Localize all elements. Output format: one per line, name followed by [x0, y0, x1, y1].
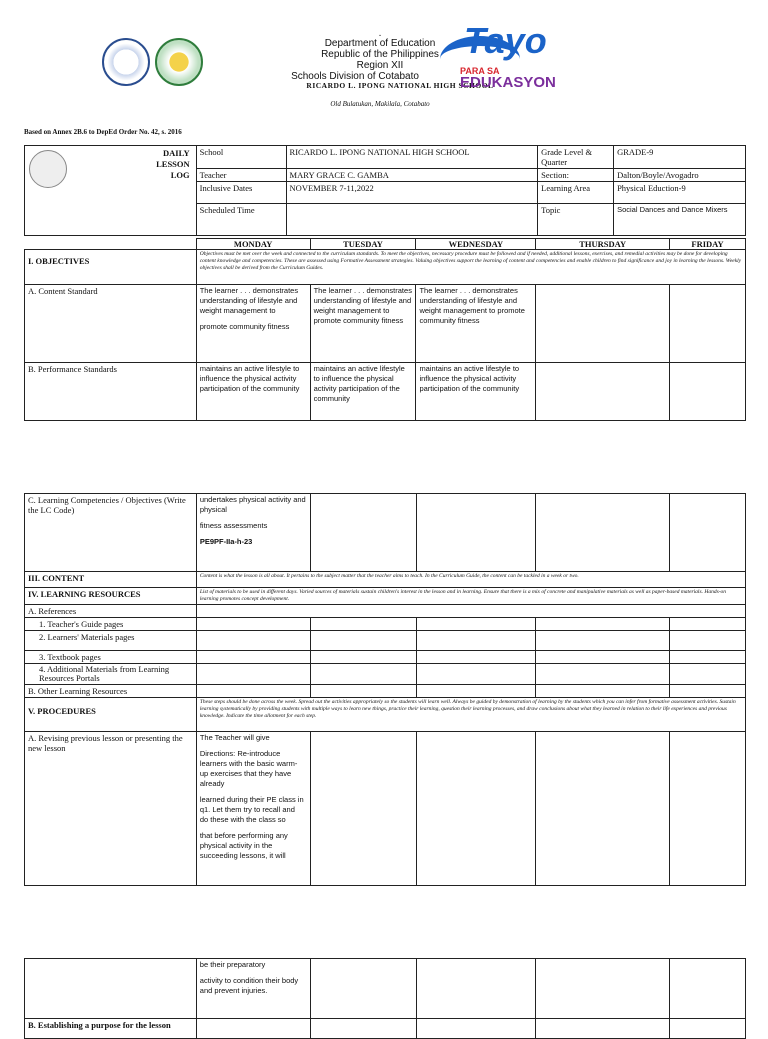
logo-edukasyon-text: EDUKASYON: [460, 74, 556, 91]
dll-title: DAILY LESSON LOG: [156, 148, 190, 180]
competencies-mon: undertakes physical activity and physical fitness assessments PE9PF-IIa-h-23: [196, 494, 310, 572]
tb-mon: [196, 651, 310, 664]
additional-label: 4. Additional Materials from Learning Resources Portals: [25, 664, 197, 685]
proc-a-tue: [310, 732, 416, 886]
objectives-note: Objectives must be met over the week and connected to the curriculum standards. To meet the objectives, necessary procedure must be followed and if needed, additional lessons, exercises, and remedial activities may be done for developing content knowledge and competencies. These are assessed using Formative Assessment strategies. Valuing objectives support the learning of content and competencies and enable children to find significance and joy in learning the lessons. Weekly objectives shall be derived from the Curriculum Guides.: [196, 250, 745, 285]
grade-label: Grade Level & Quarter: [538, 146, 614, 169]
content-standard-mon: The learner . . . demonstrates understanding of lifestyle and weight management to promote community fitness: [196, 285, 310, 363]
content-standard-label: A. Content Standard: [25, 285, 197, 363]
tg-tue: [310, 618, 416, 631]
lm-mon: [196, 631, 310, 651]
proc-a-cont-label: [25, 959, 197, 1019]
references-label: A. References: [25, 605, 197, 618]
proc-a-thu: [536, 732, 670, 886]
tg-fri: [670, 618, 746, 631]
dates-value: NOVEMBER 7-11,2022: [286, 182, 538, 204]
resources-label: IV. LEARNING RESOURCES: [25, 588, 197, 605]
competencies-tue: [310, 494, 416, 572]
header-dept: Department of Education: [324, 38, 436, 49]
tb-fri: [670, 651, 746, 664]
competencies-wed: [416, 494, 536, 572]
day-thursday: THURSDAY: [536, 239, 670, 250]
lm-thu: [536, 631, 670, 651]
proc-b-mon: [196, 1019, 310, 1039]
proc-b-tue: [310, 1019, 416, 1039]
header-republic: Republic of the Philippines: [321, 49, 439, 60]
additional-wed: [416, 664, 536, 685]
tb-tue: [310, 651, 416, 664]
topic-label: Topic: [538, 204, 614, 236]
tg-thu: [536, 618, 670, 631]
proc-a-label: A. Revising previous lesson or presenting the new lesson: [25, 732, 197, 886]
proc-b-wed: [416, 1019, 536, 1039]
header-region: Region XII: [356, 60, 404, 71]
performance-thu: [536, 363, 670, 421]
other-resources-label: B. Other Learning Resources: [25, 685, 197, 698]
lesson-log-table-objectives: [24, 238, 746, 421]
grade-value: GRADE-9: [614, 146, 746, 169]
day-tuesday: TUESDAY: [310, 239, 416, 250]
division-seal-logo: [155, 38, 203, 86]
deped-small-seal: [29, 150, 67, 188]
header-address: Old Bulatukan, Makilala, Cotabato: [330, 100, 430, 108]
lesson-log-table-middle: [24, 493, 746, 886]
additional-tue: [310, 664, 416, 685]
section-label: Section:: [538, 169, 614, 182]
deped-seal-logo: [102, 38, 150, 86]
tg-mon: [196, 618, 310, 631]
objectives-label: I. OBJECTIVES: [25, 250, 197, 285]
tb-thu: [536, 651, 670, 664]
other-tue: [310, 685, 416, 698]
day-wednesday: WEDNESDAY: [416, 239, 536, 250]
day-friday: FRIDAY: [670, 239, 746, 250]
content-standard-wed: The learner . . . demonstrates understanding of lifestyle and weight management to promote community fitness: [416, 285, 536, 363]
lm-label: 2. Learners' Materials pages: [25, 631, 197, 651]
lm-wed: [416, 631, 536, 651]
lesson-log-table-top: [24, 145, 746, 236]
tayo-logo: [440, 20, 556, 94]
school-label: School: [196, 146, 286, 169]
proc-a-cont-thu: [536, 959, 670, 1019]
logo-para-sa-text: PARA SA: [460, 66, 500, 76]
teacher-value: MARY GRACE C. GAMBA: [286, 169, 538, 182]
blank-corner: [25, 239, 197, 250]
competencies-thu: [536, 494, 670, 572]
performance-mon: maintains an active lifestyle to influence the physical activity participation of the community: [196, 363, 310, 421]
other-fri: [670, 685, 746, 698]
lm-fri: [670, 631, 746, 651]
area-label: Learning Area: [538, 182, 614, 204]
proc-a-cont-tue: [310, 959, 416, 1019]
topic-value: Social Dances and Dance Mixers: [614, 204, 746, 236]
competencies-fri: [670, 494, 746, 572]
content-note: Content is what the lesson is all about. It pertains to the subject matter that the teacher aims to teach. In the Curriculum Guide, the content can be tackled in a week or two.: [196, 572, 745, 588]
procedures-note: These steps should be done across the week. Spread out the activities appropriately so the students will learn well. Always be guided by demonstration of learning by the students which you can infer from formative assessment activities. Sustain learning systematically by providing students with multiple ways to learn new things, practice their learning, question their learning processes, and draw conclusions about what they learned in relation to their life experiences and previous knowledge. Indicate the time allotment for each step.: [196, 698, 745, 732]
content-standard-fri: [670, 285, 746, 363]
proc-a-wed: [416, 732, 536, 886]
header-dot: .: [378, 28, 382, 39]
performance-wed: maintains an active lifestyle to influence the physical activity participation of the community: [416, 363, 536, 421]
area-value: Physical Eduction-9: [614, 182, 746, 204]
references-blank: [196, 605, 745, 618]
other-mon: [196, 685, 310, 698]
proc-b-label: B. Establishing a purpose for the lesson: [25, 1019, 197, 1039]
title-cell: [25, 146, 197, 236]
proc-a-cont-wed: [416, 959, 536, 1019]
proc-a-mon: The Teacher will give Directions: Re-introduce learners with the basic warm-up exercises that they have already learned during their PE class in q1. Let them try to recall and do these with the class so that before performing any physical activity in the succeeding lessons, it will: [196, 732, 310, 886]
performance-fri: [670, 363, 746, 421]
performance-label: B. Performance Standards: [25, 363, 197, 421]
time-label: Scheduled Time: [196, 204, 286, 236]
dates-label: Inclusive Dates: [196, 182, 286, 204]
lm-tue: [310, 631, 416, 651]
proc-b-thu: [536, 1019, 670, 1039]
day-monday: MONDAY: [196, 239, 310, 250]
additional-mon: [196, 664, 310, 685]
proc-b-fri: [670, 1019, 746, 1039]
other-wed: [416, 685, 536, 698]
header-division: Schools Division of Cotabato: [291, 71, 419, 82]
procedures-label: V. PROCEDURES: [25, 698, 197, 732]
proc-a-cont-fri: [670, 959, 746, 1019]
proc-a-fri: [670, 732, 746, 886]
tg-wed: [416, 618, 536, 631]
competencies-label: C. Learning Competencies / Objectives (Write the LC Code): [25, 494, 197, 572]
content-label: III. CONTENT: [25, 572, 197, 588]
school-value: RICARDO L. IPONG NATIONAL HIGH SCHOOL: [286, 146, 538, 169]
tb-label: 3. Textbook pages: [25, 651, 197, 664]
proc-a-cont-mon: be their preparatory activity to condition their body and prevent injuries.: [196, 959, 310, 1019]
performance-tue: maintains an active lifestyle to influence the physical activity participation of the community: [310, 363, 416, 421]
section-value: Dalton/Boyle/Avogadro: [614, 169, 746, 182]
resources-note: List of materials to be used in different days. Varied sources of materials sustain children's interest in the lesson and in learning. Ensure that there is a mix of concrete and manipulative materials as well as paper-based materials. Hands-on learning promotes concept development.: [196, 588, 745, 605]
content-standard-thu: [536, 285, 670, 363]
teacher-label: Teacher: [196, 169, 286, 182]
time-value: [286, 204, 538, 236]
tb-wed: [416, 651, 536, 664]
logo-tayo-text: Tayo: [464, 20, 547, 61]
content-standard-tue: The learner . . . demonstrates understanding of lifestyle and weight management to promote community fitness: [310, 285, 416, 363]
tg-label: 1. Teacher's Guide pages: [25, 618, 197, 631]
additional-thu: [536, 664, 670, 685]
annex-note: Based on Annex 2B.6 to DepEd Order No. 42, s. 2016: [24, 128, 182, 136]
header-school: RICARDO L. IPONG NATIONAL HIGH SCHOOL: [306, 81, 494, 90]
additional-fri: [670, 664, 746, 685]
lesson-log-table-bottom: [24, 958, 746, 1039]
other-thu: [536, 685, 670, 698]
